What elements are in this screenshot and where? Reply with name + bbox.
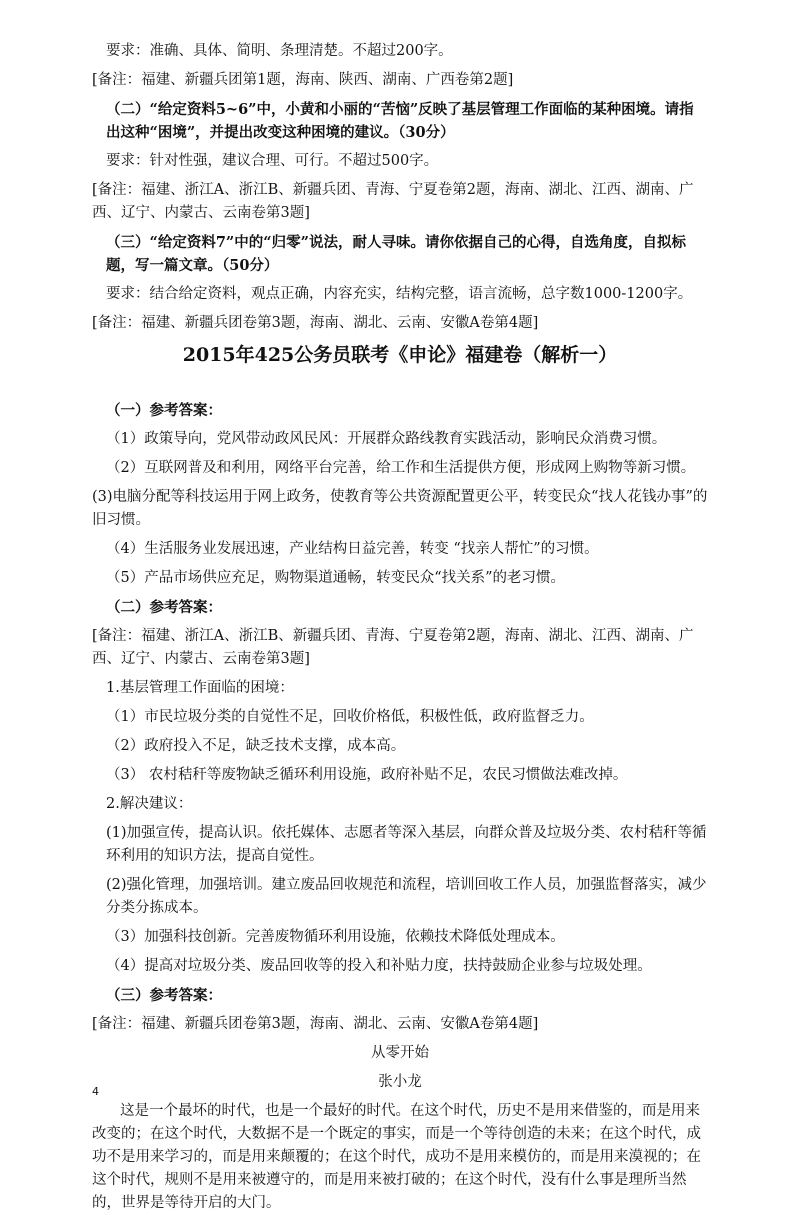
answer-item: （5）产品市场供应充足，购物渠道通畅，转变民众“找关系”的老习惯。 <box>106 570 566 586</box>
requirement-text: 要求：针对性强，建议合理、可行。不超过500字。 <box>106 153 439 169</box>
essay-author: 张小龙 <box>378 1074 422 1090</box>
remark-text: [备注：福建、新疆兵团第1题，海南、陕西、湖南、广西卷第2题] <box>92 72 514 88</box>
answer-item: (1)加强宣传，提高认识。依托媒体、志愿者等深入基层，向群众普及垃圾分类、农村秸秆等循环利用的知识方法，提高自觉性。 <box>106 825 707 864</box>
answer-heading: （三）参考答案： <box>106 987 222 1004</box>
remark-text: [备注：福建、新疆兵团卷第3题，海南、湖北、云南、安徽A卷第4题] <box>92 1016 539 1032</box>
answer-item: （1）政策导向，党风带动政风民风：开展群众路线教育实践活动，影响民众消费习惯。 <box>106 431 667 447</box>
question-two: （二）“给定资料5~6”中，小黄和小丽的“苦恼”反映了基层管理工作面临的某种困境。请指出这种“困境”，并提出改变这种困境的建议。（30分） <box>106 101 694 141</box>
answer-item: （1）市民垃圾分类的自觉性不足，回收价格低，积极性低，政府监督乏力。 <box>106 709 594 725</box>
answer-heading: （二）参考答案： <box>106 599 222 616</box>
answer-item: （2）互联网普及和利用，网络平台完善，给工作和生活提供方便，形成网上购物等新习惯。 <box>106 460 696 476</box>
remark-text: [备注：福建、浙江A、浙江B、新疆兵团、青海、宁夏卷第2题，海南、湖北、江西、湖南、广西、辽宁、内蒙古、云南卷第3题] <box>92 182 694 221</box>
requirement-text: 要求：准确、具体、简明、条理清楚。不超过200字。 <box>106 43 453 59</box>
answer-item: （4）提高对垃圾分类、废品回收等的投入和补贴力度，扶持鼓励企业参与垃圾处理。 <box>106 958 652 974</box>
page-title: 2015年425公务员联考《申论》福建卷（解析一） <box>182 344 618 366</box>
answer-heading: （一）参考答案： <box>106 402 222 419</box>
page-number: 4 <box>92 1085 99 1098</box>
answer-item: （4）生活服务业发展迅速，产业结构日益完善，转变 “找亲人帮忙”的习惯。 <box>106 541 599 557</box>
answer-item: （3） 农村秸秆等废物缺乏循环利用设施，政府补贴不足，农民习惯做法难改掉。 <box>106 767 628 783</box>
section-label: 1.基层管理工作面临的困境： <box>106 680 294 696</box>
remark-text: [备注：福建、浙江A、浙江B、新疆兵团、青海、宁夏卷第2题，海南、湖北、江西、湖南、广西、辽宁、内蒙古、云南卷第3题] <box>92 628 694 667</box>
question-three: （三）“给定资料7”中的“归零”说法，耐人寻味。请你依据自己的心得，自选角度，自拟标题，写一篇文章。（50分） <box>106 234 686 274</box>
answer-item: （3）加强科技创新。完善废物循环利用设施，依赖技术降低处理成本。 <box>106 929 565 945</box>
section-label: 2.解决建议： <box>106 796 193 812</box>
essay-title: 从零开始 <box>371 1045 429 1061</box>
answer-item: (2)强化管理，加强培训。建立废品回收规范和流程，培训回收工作人员，加强监督落实，减少分类分拣成本。 <box>106 877 707 916</box>
requirement-text: 要求：结合给定资料，观点正确，内容充实，结构完整，语言流畅，总字数1000-1200字。 <box>106 286 693 302</box>
essay-paragraph: 这是一个最坏的时代，也是一个最好的时代。在这个时代，历史不是用来借鉴的，而是用来改变的；在这个时代，大数据不是一个既定的事实，而是一个等待创造的未来；在这个时代，成功不是用来学习的，而是用来颠覆的；在这个时代，成功不是用来模仿的，而是用来漠视的；在这个时代，规则不是用来被遵守的，而是用来被打破的；在这个时代，没有什么事是理所当然的，世界是等待开启的大门。 <box>92 1103 701 1211</box>
remark-text: [备注：福建、新疆兵团卷第3题，海南、湖北、云南、安徽A卷第4题] <box>92 315 539 331</box>
answer-item: （2）政府投入不足，缺乏技术支撑，成本高。 <box>106 738 406 754</box>
answer-item: (3)电脑分配等科技运用于网上政务，使教育等公共资源配置更公平，转变民众“找人花钱办事”的旧习惯。 <box>92 489 708 528</box>
